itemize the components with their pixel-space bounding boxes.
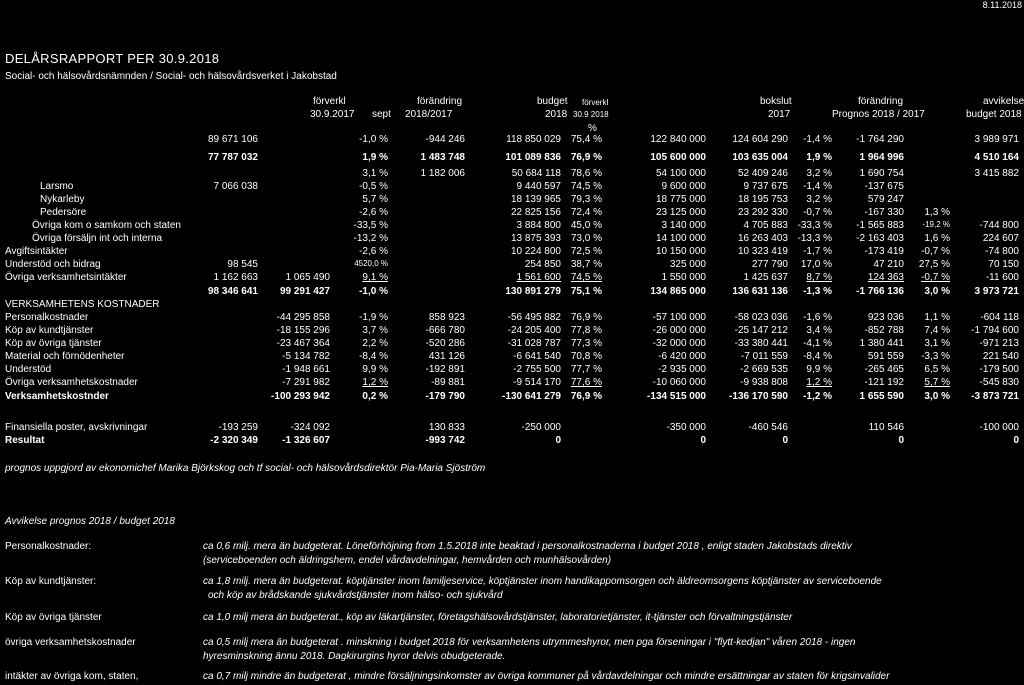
table-cell: -1,7 % xyxy=(803,246,832,257)
table-cell: -24 205 400 xyxy=(507,325,561,336)
table-cell: -852 788 xyxy=(864,325,904,336)
table-cell: -2 320 349 xyxy=(210,435,258,446)
table-row xyxy=(0,286,1024,298)
table-cell: 73,0 % xyxy=(570,233,602,244)
table-cell: -173 419 xyxy=(864,246,904,257)
table-row xyxy=(0,325,1024,337)
table-cell: -2,6 % xyxy=(359,207,388,218)
row-label: Personalkostnader xyxy=(5,312,89,323)
table-cell: 4 705 883 xyxy=(743,220,788,231)
table-cell: -744 800 xyxy=(979,220,1019,231)
table-cell: 1 065 490 xyxy=(285,272,330,283)
avvikelse-heading: Avvikelse prognos 2018 / budget 2018 xyxy=(5,516,175,527)
table-cell: 23 292 330 xyxy=(737,207,788,218)
table-cell: -520 286 xyxy=(425,338,465,349)
table-cell: 9,9 % xyxy=(806,364,832,375)
table-row xyxy=(0,134,1024,146)
table-cell: 3,2 % xyxy=(806,194,832,205)
report-subtitle: Social- och hälsovårdsnämnden / Social- och hälsovårdsverket i Jakobstad xyxy=(5,71,337,82)
table-cell: 77,7 % xyxy=(570,364,602,375)
header-avvikelse: avvikelse xyxy=(983,96,1024,107)
table-cell: -136 170 590 xyxy=(729,391,788,402)
table-cell: -1 794 600 xyxy=(971,325,1019,336)
table-cell: 3 140 000 xyxy=(661,220,706,231)
table-cell: 1 690 754 xyxy=(859,168,904,179)
table-cell: 3,7 % xyxy=(362,325,388,336)
header-avvikelse-budget: budget 2018 xyxy=(966,109,1022,120)
table-cell: -2 163 403 xyxy=(856,233,904,244)
table-cell: 70 150 xyxy=(988,259,1019,270)
table-cell: 1 162 663 xyxy=(213,272,258,283)
table-cell: 3,4 % xyxy=(806,325,832,336)
table-cell: 0 xyxy=(782,435,788,446)
table-cell: -32 000 000 xyxy=(652,338,706,349)
table-cell: 79,3 % xyxy=(570,194,602,205)
table-cell: -1 565 883 xyxy=(856,220,904,231)
table-cell: -192 891 xyxy=(425,364,465,375)
note-text: ca 1,0 milj mera än budgeterat., köp av läkartjänster, företagshälsovårdstjänster, laboratorietjänster, it-tjänster och förvaltningstjänster xyxy=(203,612,793,623)
table-cell: -2 935 000 xyxy=(658,364,706,375)
table-cell: -5 134 782 xyxy=(282,351,330,362)
header-prognos: Prognos 2018 / 2017 xyxy=(832,109,925,120)
row-label: Understöd och bidrag xyxy=(5,259,101,270)
table-cell: -1 326 607 xyxy=(282,435,330,446)
table-cell: 9 737 675 xyxy=(743,181,788,192)
table-cell: 6,5 % xyxy=(924,364,950,375)
table-cell: -350 000 xyxy=(666,422,706,433)
table-cell: -179 790 xyxy=(425,391,465,402)
table-row xyxy=(0,312,1024,324)
table-cell: 14 100 000 xyxy=(655,233,706,244)
table-cell: -0,7 % xyxy=(921,246,950,257)
table-cell: 923 036 xyxy=(867,312,904,323)
table-cell: 70,8 % xyxy=(570,351,602,362)
table-cell: 1 483 748 xyxy=(420,152,465,163)
table-cell: 54 100 000 xyxy=(655,168,706,179)
table-cell: -1,2 % xyxy=(803,391,832,402)
note-text-continued: och köp av brådskande sjukvårdstjänster inom hälso- och sjukvård xyxy=(208,590,503,601)
table-cell: 74,5 % xyxy=(570,181,602,192)
table-cell: 1 182 006 xyxy=(420,168,465,179)
table-cell: -130 641 279 xyxy=(502,391,561,402)
table-cell: 77,6 % xyxy=(570,377,602,388)
table-cell: 98 545 xyxy=(227,259,258,270)
table-cell: 1,1 % xyxy=(924,312,950,323)
table-cell: -250 000 xyxy=(521,422,561,433)
table-cell: 3 989 971 xyxy=(974,134,1019,145)
table-cell: -100 293 942 xyxy=(271,391,330,402)
table-row xyxy=(0,391,1024,403)
table-cell: 1 550 000 xyxy=(661,272,706,283)
table-row xyxy=(0,233,1024,245)
table-cell: 7 066 038 xyxy=(213,181,258,192)
table-cell: -58 023 036 xyxy=(734,312,788,323)
table-cell: 1,9 % xyxy=(362,152,388,163)
note-text: ca 0,5 milj mera än budgeterat . minskning i budget 2018 för verksamhetens utrymmeshyror, men pga förseningar i "flytt-kedjan" våren 2018 - ingen xyxy=(203,637,856,648)
table-cell: -1 766 136 xyxy=(856,286,904,297)
table-cell: 8,7 % xyxy=(806,272,832,283)
table-cell: 0 xyxy=(700,435,706,446)
table-cell: 27,5 % xyxy=(918,259,950,270)
table-row xyxy=(0,338,1024,350)
table-cell: 98 346 641 xyxy=(207,286,258,297)
table-cell: -26 000 000 xyxy=(652,325,706,336)
report-date: 8.11.2018 xyxy=(982,0,1022,10)
table-cell: 130 833 xyxy=(428,422,465,433)
table-cell: 101 089 836 xyxy=(505,152,561,163)
table-cell: 124 604 290 xyxy=(732,134,788,145)
table-cell: -167 330 xyxy=(864,207,904,218)
table-cell: -10 060 000 xyxy=(652,377,706,388)
table-cell: -1 764 290 xyxy=(856,134,904,145)
table-cell: 1 964 996 xyxy=(859,152,904,163)
table-cell: -134 515 000 xyxy=(647,391,706,402)
table-cell: -44 295 858 xyxy=(276,312,330,323)
table-row xyxy=(0,181,1024,193)
table-cell: -137 675 xyxy=(864,181,904,192)
note-label: Köp av kundtjänster: xyxy=(5,576,97,587)
table-cell: 1 655 590 xyxy=(859,391,904,402)
row-label: Finansiella poster, avskrivningar xyxy=(5,422,148,433)
table-cell: -3,3 % xyxy=(921,351,950,362)
header-budget-year: 2018 xyxy=(545,109,568,120)
table-cell: 3 973 721 xyxy=(974,286,1019,297)
table-cell: 5,7 % xyxy=(362,194,388,205)
table-row xyxy=(0,194,1024,206)
table-cell: 18 775 000 xyxy=(655,194,706,205)
row-label: Material och förnödenheter xyxy=(5,351,125,362)
table-cell: 76,9 % xyxy=(570,152,602,163)
table-cell: 13 875 393 xyxy=(510,233,561,244)
table-cell: -23 467 364 xyxy=(276,338,330,349)
table-cell: -944 246 xyxy=(425,134,465,145)
table-cell: -56 495 882 xyxy=(507,312,561,323)
table-cell: 118 850 029 xyxy=(506,134,561,145)
table-cell: 4520,0 % xyxy=(354,259,388,268)
table-cell: -0,7 % xyxy=(803,207,832,218)
table-cell: 591 559 xyxy=(867,351,904,362)
table-cell: 579 247 xyxy=(867,194,904,205)
table-cell: 103 635 004 xyxy=(732,152,788,163)
table-cell: 3,2 % xyxy=(806,168,832,179)
table-row xyxy=(0,168,1024,180)
table-cell: 10 224 800 xyxy=(510,246,561,257)
row-label: Avgiftsintäkter xyxy=(5,246,68,257)
table-cell: 74,5 % xyxy=(570,272,602,283)
table-cell: -265 465 xyxy=(864,364,904,375)
table-cell: 89 671 106 xyxy=(207,134,258,145)
table-cell: 9,1 % xyxy=(362,272,388,283)
table-cell: 75,4 % xyxy=(570,134,602,145)
table-cell: -1,6 % xyxy=(803,312,832,323)
row-label: Resultat xyxy=(5,435,45,446)
table-cell: 76,9 % xyxy=(570,312,602,323)
table-cell: 17,0 % xyxy=(800,259,832,270)
row-label: Övriga kom o samkom och staten xyxy=(32,220,181,231)
table-cell: 77 787 032 xyxy=(207,152,258,163)
table-cell: -7 011 559 xyxy=(740,351,788,362)
table-cell: 3,1 % xyxy=(362,168,388,179)
table-cell: 124 363 xyxy=(867,272,904,283)
table-row xyxy=(0,220,1024,232)
table-cell: 3 415 882 xyxy=(974,168,1019,179)
note-text: ca 0,6 milj. mera än budgeterat. Löneförhöjning from 1.5.2018 inte beaktad i personalkostnaderna i budget 2018 , enligt staden Jakobstads direktiv xyxy=(203,541,852,552)
section-costs-heading: VERKSAMHETENS KOSTNADER xyxy=(5,299,160,310)
table-cell: -1 948 661 xyxy=(282,364,330,375)
table-cell: -19,2 % xyxy=(922,220,950,229)
table-cell: 2,2 % xyxy=(362,338,388,349)
table-cell: 254 850 xyxy=(524,259,561,270)
table-cell: -0,7 % xyxy=(921,272,950,283)
table-cell: 38,7 % xyxy=(570,259,602,270)
table-cell: -4,1 % xyxy=(803,338,832,349)
table-cell: 1,2 % xyxy=(362,377,388,388)
table-row xyxy=(0,351,1024,363)
table-cell: -57 100 000 xyxy=(652,312,706,323)
note-label: övriga verksamhetskostnader xyxy=(5,637,136,648)
header-forverkl-2018-date: 30.9 2018 xyxy=(573,110,609,119)
table-cell: 134 865 000 xyxy=(650,286,706,297)
table-cell: -8,4 % xyxy=(359,351,388,362)
table-cell: -7 291 982 xyxy=(282,377,330,388)
table-cell: 77,8 % xyxy=(570,325,602,336)
table-cell: -993 742 xyxy=(425,435,465,446)
table-cell: -11 600 xyxy=(985,272,1019,283)
table-row xyxy=(0,246,1024,258)
table-cell: 1 380 441 xyxy=(859,338,904,349)
table-cell: 1,3 % xyxy=(924,207,950,218)
table-cell: 221 540 xyxy=(982,351,1019,362)
table-cell: -31 028 787 xyxy=(507,338,561,349)
header-bokslut-year: 2017 xyxy=(768,109,791,120)
note-text-continued: (serviceboenden och äldringshem, endel vårdavdelningar, hemvården och munhälsovården) xyxy=(203,555,612,566)
table-cell: -6 420 000 xyxy=(658,351,706,362)
table-cell: 47 210 xyxy=(873,259,904,270)
note-label: Personalkostnader: xyxy=(5,541,92,552)
table-cell: 325 000 xyxy=(669,259,706,270)
table-cell: 5,7 % xyxy=(924,377,950,388)
table-cell: -1,3 % xyxy=(803,286,832,297)
report-title: DELÅRSRAPPORT PER 30.9.2018 xyxy=(5,51,220,66)
table-cell: -25 147 212 xyxy=(734,325,788,336)
header-forverkl-2017-date: 30.9.2017 xyxy=(310,109,355,120)
row-label: Övriga verksamhetskostnader xyxy=(5,377,138,388)
table-cell: 76,9 % xyxy=(570,391,602,402)
table-cell: -33,5 % xyxy=(353,220,388,231)
table-cell: 52 409 246 xyxy=(737,168,788,179)
table-cell: 78,6 % xyxy=(570,168,602,179)
table-cell: -9 938 808 xyxy=(740,377,788,388)
table-cell: 1,6 % xyxy=(924,233,950,244)
header-forandring: förändring xyxy=(417,96,463,107)
note-label: intäkter av övriga kom, staten, xyxy=(5,671,139,682)
table-cell: 7,4 % xyxy=(924,325,950,336)
table-cell: -2 669 535 xyxy=(740,364,788,375)
table-cell: 3,0 % xyxy=(924,286,950,297)
table-cell: -193 259 xyxy=(218,422,258,433)
table-row xyxy=(0,377,1024,389)
table-cell: 10 150 000 xyxy=(655,246,706,257)
table-cell: -0,5 % xyxy=(359,181,388,192)
table-cell: -6 641 540 xyxy=(513,351,561,362)
table-cell: -1,0 % xyxy=(359,286,388,297)
table-cell: 18 195 753 xyxy=(737,194,788,205)
table-cell: 431 126 xyxy=(428,351,465,362)
table-cell: 277 790 xyxy=(751,259,788,270)
table-cell: -18 155 296 xyxy=(276,325,330,336)
table-cell: 0,2 % xyxy=(362,391,388,402)
table-row xyxy=(0,152,1024,164)
row-label: Övriga verksamhetsintäkter xyxy=(5,272,127,283)
table-cell: 858 923 xyxy=(428,312,465,323)
table-cell: 1 425 637 xyxy=(743,272,788,283)
table-cell: -545 830 xyxy=(979,377,1019,388)
row-label: Pedersöre xyxy=(40,207,87,218)
table-cell: -2,6 % xyxy=(359,246,388,257)
table-cell: -121 192 xyxy=(864,377,904,388)
row-label: Understöd xyxy=(5,364,52,375)
table-cell: 72,4 % xyxy=(570,207,602,218)
table-cell: 18 139 965 xyxy=(510,194,561,205)
table-cell: -13,3 % xyxy=(797,233,832,244)
table-cell: 0 xyxy=(1013,435,1019,446)
table-cell: 1,9 % xyxy=(806,152,832,163)
table-cell: 23 125 000 xyxy=(655,207,706,218)
prognos-note: prognos uppgjord av ekonomichef Marika Björkskog och tf social- och hälsovårdsdirektör Pia-Maria Sjöström xyxy=(5,463,486,474)
row-label: Verksamhetskostnder xyxy=(5,391,109,402)
table-cell: 99 291 427 xyxy=(279,286,330,297)
table-cell: -8,4 % xyxy=(803,351,832,362)
table-cell: -1,0 % xyxy=(359,134,388,145)
header-sept: sept xyxy=(372,109,391,120)
table-cell: 10 323 419 xyxy=(737,246,788,257)
table-cell: 110 546 xyxy=(868,422,904,433)
table-cell: 4 510 164 xyxy=(974,152,1019,163)
row-label: Övriga försäljn int och interna xyxy=(32,233,163,244)
table-cell: 3,1 % xyxy=(924,338,950,349)
table-cell: 50 684 118 xyxy=(511,168,561,179)
note-text: ca 1,8 milj. mera än budgeterat. köptjänster inom familjeservice, köptjänster inom handikappomsorgen och äldreomsorgens köptjänster av serviceboende xyxy=(203,576,882,587)
table-cell: 3,0 % xyxy=(924,391,950,402)
row-label: Köp av kundtjänster xyxy=(5,325,94,336)
table-cell: 1 561 600 xyxy=(516,272,561,283)
table-cell: 0 xyxy=(555,435,561,446)
table-cell: 0 xyxy=(898,435,904,446)
header-forverkl-2018: förverkl xyxy=(582,98,609,107)
table-cell: 224 607 xyxy=(982,233,1019,244)
table-cell: -1,9 % xyxy=(359,312,388,323)
row-label: Nykarleby xyxy=(40,194,85,205)
table-cell: -460 546 xyxy=(748,422,788,433)
header-forandring-years: 2018/2017 xyxy=(405,109,453,120)
table-cell: -100 000 xyxy=(979,422,1019,433)
note-text: ca 0,7 milj mindre än budgeterat , mindre försäljningsinkomster av övriga kommuner på vårdavdelningar och mindre ersättningar av staten för krigsinvalider xyxy=(203,671,890,682)
table-cell: 22 825 156 xyxy=(510,207,561,218)
table-cell: -1,4 % xyxy=(803,134,832,145)
header-bokslut: bokslut xyxy=(760,96,792,107)
table-cell: -9 514 170 xyxy=(513,377,561,388)
table-cell: 3 884 800 xyxy=(516,220,561,231)
table-cell: 72,5 % xyxy=(570,246,602,257)
header-pct: % xyxy=(588,123,597,134)
header-forverkl-2017: förverkl xyxy=(313,96,346,107)
header-forandring-2: förändring xyxy=(858,96,904,107)
table-cell: -74 800 xyxy=(985,246,1019,257)
table-cell: 9 440 597 xyxy=(516,181,561,192)
table-cell: 77,3 % xyxy=(570,338,602,349)
table-cell: -666 780 xyxy=(425,325,465,336)
row-label: Larsmo xyxy=(40,181,74,192)
note-text-continued: hyresminskning ännu 2018. Dagkirurgins hyror delvis obudgeterade. xyxy=(203,651,506,662)
table-row xyxy=(0,422,1024,434)
header-budget: budget xyxy=(537,96,568,107)
table-row xyxy=(0,364,1024,376)
table-cell: 130 891 279 xyxy=(505,286,561,297)
row-label: Köp av övriga tjänster xyxy=(5,338,102,349)
table-cell: 9,9 % xyxy=(362,364,388,375)
table-row xyxy=(0,207,1024,219)
table-cell: -604 118 xyxy=(980,312,1019,323)
table-cell: -13,2 % xyxy=(353,233,388,244)
table-cell: -33 380 441 xyxy=(734,338,788,349)
table-cell: -971 213 xyxy=(979,338,1019,349)
table-cell: 16 263 403 xyxy=(737,233,788,244)
table-cell: 136 631 136 xyxy=(732,286,788,297)
table-cell: 45,0 % xyxy=(570,220,602,231)
table-cell: 75,1 % xyxy=(570,286,602,297)
table-cell: 1,2 % xyxy=(806,377,832,388)
table-cell: -324 092 xyxy=(290,422,330,433)
table-row xyxy=(0,259,1024,271)
table-cell: -3 873 721 xyxy=(971,391,1019,402)
note-label: Köp av övriga tjänster xyxy=(5,612,102,623)
table-cell: -89 881 xyxy=(431,377,465,388)
table-cell: -33,3 % xyxy=(797,220,832,231)
table-cell: 9 600 000 xyxy=(661,181,706,192)
table-cell: -2 755 500 xyxy=(513,364,561,375)
table-cell: 105 600 000 xyxy=(650,152,706,163)
table-row xyxy=(0,435,1024,447)
table-cell: -1,4 % xyxy=(803,181,832,192)
table-row xyxy=(0,272,1024,284)
table-cell: -179 500 xyxy=(979,364,1019,375)
table-cell: 122 840 000 xyxy=(650,134,706,145)
